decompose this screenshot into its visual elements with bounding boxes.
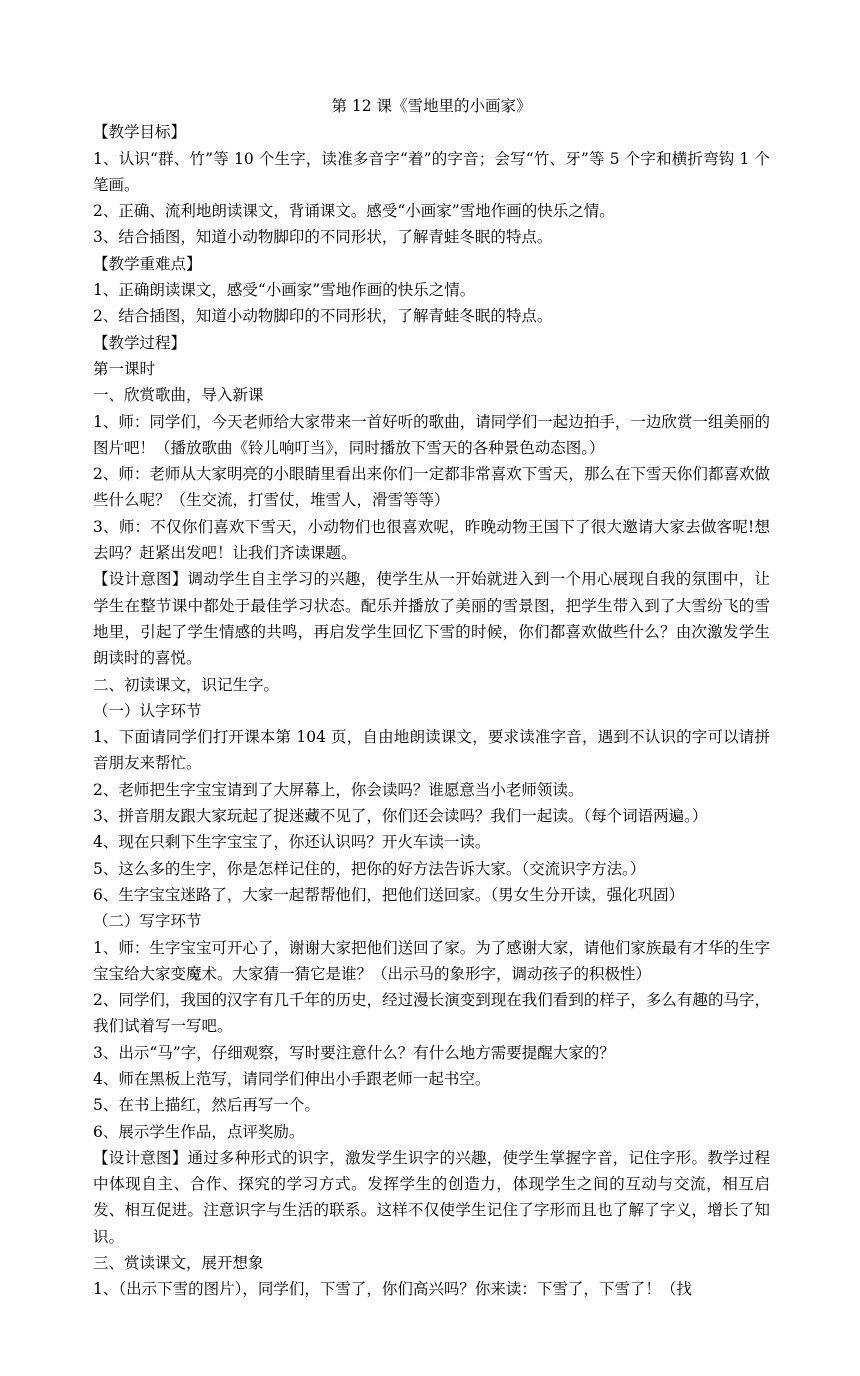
- paragraph: 3、师：不仅你们喜欢下雪天，小动物们也很喜欢呢，昨晚动物王国下了很大邀请大家去做客呢!想去吗？赶紧出发吧！让我们齐读课题。: [93, 517, 770, 563]
- document-title: 第 12 课《雪地里的小画家》: [331, 97, 532, 115]
- paragraph: 1、师：生字宝宝可开心了，谢谢大家把他们送回了家。为了感谢大家，请他们家族最有才华的生字宝宝给大家变魔术。大家猜一猜它是谁？（出示马的象形字，调动孩子的积极性）: [93, 938, 770, 983]
- paragraph: 2、同学们，我国的汉字有几千年的历史，经过漫长演变到现在我们看到的样子，多么有趣的马字，我们试着写一写吧。: [93, 991, 770, 1036]
- paragraph: 4、师在黑板上范写，请同学们伸出小手跟老师一起书空。: [93, 1069, 491, 1088]
- subheading-part-three: 三、赏读课文，展开想象: [93, 1254, 264, 1273]
- paragraph: 5、在书上描红，然后再写一个。: [93, 1096, 320, 1115]
- paragraph: 1、（出示下雪的图片），同学们，下雪了，你们高兴吗？你来读：下雪了，下雪了！（找: [93, 1280, 692, 1299]
- paragraph: 1、正确朗读课文，感受“小画家”雪地作画的快乐之情。: [93, 281, 476, 300]
- section-heading-key-points: 【教学重难点】: [93, 254, 202, 273]
- subheading-writing-characters: （二）写字环节: [93, 912, 202, 931]
- section-heading-goals: 【教学目标】: [93, 123, 187, 142]
- paragraph: 6、生字宝宝迷路了，大家一起帮帮他们，把他们送回家。（男女生分开读，强化巩固）: [93, 885, 685, 904]
- paragraph: 3、结合插图，知道小动物脚印的不同形状，了解青蛙冬眠的特点。: [93, 228, 553, 247]
- section-heading-process: 【教学过程】: [93, 333, 187, 352]
- paragraph: 6、展示学生作品，点评奖励。: [93, 1122, 305, 1141]
- subheading-part-two: 二、初读课文，识记生字。: [93, 675, 280, 694]
- document-page: [93, 93, 770, 1303]
- paragraph: 1、认识“群、竹”等 10 个生字，读准多音字“着”的字音；会写“竹、牙”等 5 个字和横折弯钩 1 个笔画。: [93, 149, 770, 194]
- paragraph: 1、师：同学们，今天老师给大家带来一首好听的歌曲，请同学们一起边拍手，一边欣赏一组美丽的图片吧！（播放歌曲《铃儿响叮当》，同时播放下雪天的各种景色动态图。）: [93, 412, 770, 457]
- design-intent-paragraph: 【设计意图】通过多种形式的识字，激发学生识字的兴趣，使学生掌握字音，记住字形。教学过程中体现自主、合作、探究的学习方式。发挥学生的创造力，体现学生之间的互动与交流，相互启发、相互促进。注意识字与生活的联系。这样不仅使学生记住了字形而且也了解了字义，增长了知识。: [93, 1148, 770, 1246]
- subheading-recognize-characters: （一）认字环节: [93, 701, 202, 720]
- paragraph: 2、老师把生字宝宝请到了大屏幕上，你会读吗？谁愿意当小老师领读。: [93, 780, 584, 799]
- paragraph: 2、结合插图，知道小动物脚印的不同形状，了解青蛙冬眠的特点。: [93, 307, 553, 326]
- paragraph: 3、拼音朋友跟大家玩起了捉迷藏不见了，你们还会读吗？我们一起读。（每个词语两遍。）: [93, 807, 708, 826]
- paragraph: 5、这么多的生字，你是怎样记住的，把你的好方法告诉大家。（交流识字方法。）: [93, 859, 646, 878]
- subheading-first-lesson: 第一课时: [93, 359, 156, 378]
- paragraph: 1、下面请同学们打开课本第 104 页，自由地朗读课文，要求读准字音，遇到不认识的字可以请拼音朋友来帮忙。: [93, 728, 770, 773]
- paragraph: 4、现在只剩下生字宝宝了，你还认识吗？开火车读一读。: [93, 833, 491, 852]
- paragraph: 3、出示“马”字，仔细观察，写时要注意什么？有什么地方需要提醒大家的？: [93, 1043, 615, 1062]
- subheading-part-one: 一、欣赏歌曲，导入新课: [93, 386, 264, 405]
- design-intent-paragraph: 【设计意图】调动学生自主学习的兴趣，使学生从一开始就进入到一个用心展现自我的氛围中，让学生在整节课中都处于最佳学习状态。配乐并播放了美丽的雪景图，把学生带入到了大雪纷飞的雪地里，引起了学生情感的共鸣，再启发学生回忆下雪的时候，你们都喜欢做些什么？由次激发学生朗读时的喜悦。: [93, 570, 770, 668]
- paragraph: 2、师：老师从大家明亮的小眼睛里看出来你们一定都非常喜欢下雪天，那么在下雪天你们都喜欢做些什么呢？（生交流，打雪仗，堆雪人，滑雪等等）: [93, 465, 770, 510]
- paragraph: 2、正确、流利地朗读课文，背诵课文。感受“小画家”雪地作画的快乐之情。: [93, 202, 615, 221]
